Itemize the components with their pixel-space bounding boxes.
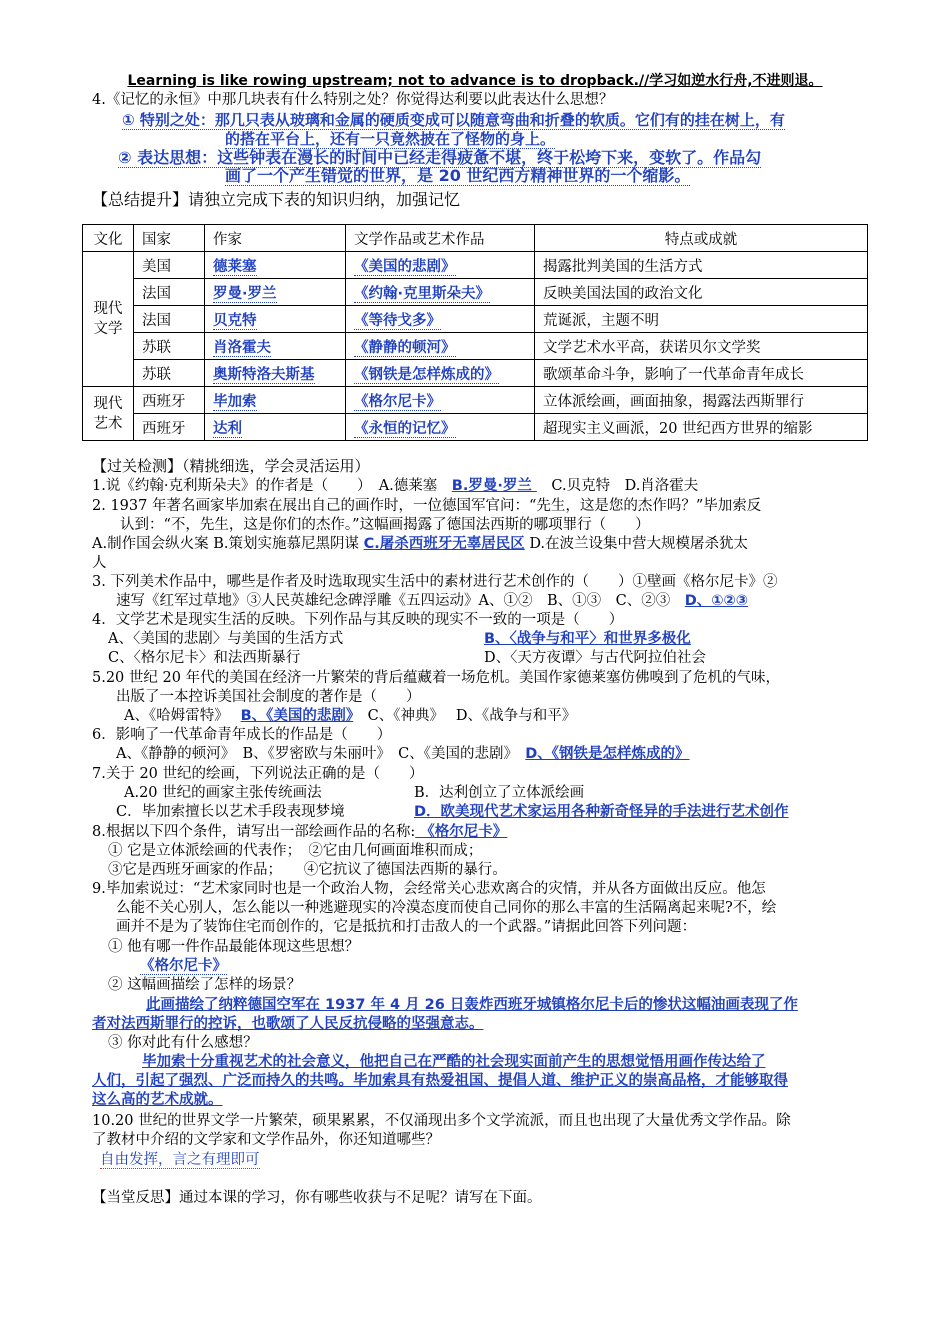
q9-answer2-line1: 此画描绘了纳粹德国空军在 1937 年 4 月 26 日轰炸西班牙城镇格尔尼卡后的惨状这幅油画表现了作 (146, 997, 798, 1013)
q2-line4: 人 (92, 555, 107, 571)
q8-line2: ① 它是立体派绘画的代表作； ②它由几何画面堆积而成； (108, 843, 483, 859)
country-cell: 法国 (134, 306, 205, 333)
q9-line2: 么能不关心别人，怎么能以一种逃避现实的冷漠态度而使自己同你的那么丰富的生活隔离起来呢?不，绘 (116, 900, 777, 916)
country-cell: 苏联 (134, 333, 205, 360)
work-cell: 《永恒的记忆》 (354, 420, 456, 437)
header-work: 文学作品或艺术作品 (346, 225, 535, 252)
country-cell: 西班牙 (134, 414, 205, 441)
q10-answer: 自由发挥，言之有理即可 (100, 1152, 260, 1168)
work-cell: 《钢铁是怎样炼成的》 (354, 366, 499, 383)
q4-answer1-line2: 的搭在平台上，还有一只竟然披在了怪物的身上。 (225, 130, 556, 148)
q7-line1: 7.关于 20 世纪的绘画，下列说法正确的是（ ） (92, 766, 424, 782)
q9-answer1: 《格尔尼卡》 (140, 958, 227, 974)
q10-line1: 10.20 世纪的世界文学一片繁荣，硕果累累，不仅涌现出多个文学流派，而且也出现了大量优秀文学作品。除 (92, 1113, 791, 1129)
q4b-answer: B、〈战争与和平〉和世界多极化 (484, 631, 691, 647)
page-header-motto: Learning is like rowing upstream; not to advance is to dropback.//学习如逆水行舟,不进则退。 (127, 73, 823, 89)
check-title: 【过关检测】（精挑细选，学会灵活运用） (92, 457, 370, 475)
q5-line1: 5.20 世纪 20 年代的美国在经济一片繁荣的背后蕴藏着一场危机。美国作家德莱塞仿佛嗅到了危机的气味， (92, 670, 781, 686)
q9-answer3-line2: 人们，引起了强烈、广泛而持久的共鸣。毕加索具有热爱祖国、提倡人道、维护正义的崇高品格，才能够取得 (92, 1073, 788, 1089)
header-author: 作家 (205, 225, 346, 252)
q2-answer: C.屠杀西班牙无辜居民区 (363, 536, 525, 552)
q9-sub1: ① 他有哪一件作品最能体现这些思想？ (108, 939, 360, 955)
country-cell: 法国 (134, 279, 205, 306)
feature-cell: 超现实主义画派，20 世纪西方世界的缩影 (535, 414, 868, 441)
table-row (83, 306, 868, 333)
summary-title: 【总结提升】请独立完成下表的知识归纳，加强记忆 (92, 190, 461, 209)
group-modern-literature: 现代文学 (83, 252, 134, 387)
q3-line1: 3. 下列美术作品中，哪些是作者及时选取现实生活中的素材进行艺术创作的（ ）①壁画《格尔尼卡》② (92, 574, 778, 590)
q5-options: A、《哈姆雷特》 B、《美国的悲剧》 C、《神典》 D、《战争与和平》 (124, 708, 577, 724)
q4-answer2-line2: 画了一个产生错觉的世界，是 20 世纪西方精神世界的一个缩影。 (225, 166, 691, 185)
q9-answer3-line1: 毕加索十分重视艺术的社会意义，他把自己在严酷的社会现实面前产生的思想觉悟用画作传达给了 (142, 1054, 766, 1070)
country-cell: 美国 (134, 252, 205, 279)
q3-answer: D、①②③ (684, 593, 749, 609)
q7-option-c: C．毕加索擅长以艺术手段表现梦境 (116, 804, 345, 820)
header-feature: 特点或成就 (535, 225, 868, 252)
work-cell: 《约翰·克里斯朵夫》 (354, 285, 491, 302)
q4-question: 4.《记忆的永恒》中那几块表有什么特别之处？你觉得达利要以此表达什么思想？ (92, 92, 614, 108)
q7-option-b: B．达利创立了立体派绘画 (414, 785, 585, 801)
q1: 1.说《约翰·克利斯朵夫》的作者是（ ） A.德莱塞 B.罗曼·罗兰 C.贝克特 D.肖洛霍夫 (92, 478, 699, 494)
knowledge-summary-table (82, 224, 868, 441)
feature-cell: 歌颂革命斗争，影响了一代革命青年成长 (535, 360, 868, 387)
work-cell: 《格尔尼卡》 (354, 393, 441, 410)
q6-answer: D、《钢铁是怎样炼成的》 (525, 746, 690, 762)
author-cell: 奥斯特洛夫斯基 (213, 366, 315, 383)
q9-answer2-line2: 者对法西斯罪行的控诉，也歌颂了人民反抗侵略的坚强意志。 (92, 1016, 484, 1032)
feature-cell: 揭露批判美国的生活方式 (535, 252, 868, 279)
work-cell: 《等待戈多》 (354, 312, 441, 329)
feature-cell: 文学艺术水平高，获诺贝尔文学奖 (535, 333, 868, 360)
author-cell: 德莱塞 (213, 258, 257, 275)
table-row (83, 414, 868, 441)
q6-line1: 6．影响了一代革命青年成长的作品是（ ） (92, 727, 392, 743)
q8-answer: 《格尔尼卡》 (415, 824, 508, 840)
author-cell: 肖洛霍夫 (213, 339, 271, 356)
table-row (83, 333, 868, 360)
q8-line1: 8.根据以下四个条件，请写出一部绘画作品的名称: 《格尔尼卡》 (92, 824, 508, 840)
author-cell: 达利 (213, 420, 242, 437)
q4b-line1: 4．文学艺术是现实生活的反映。下列作品与其反映的现实不一致的一项是（ ） (92, 612, 624, 628)
q8-line3: ③它是西班牙画家的作品； ④它抗议了德国法西斯的暴行。 (108, 862, 507, 878)
header-country: 国家 (134, 225, 205, 252)
q4-answer2-line1: ② 表达思想：这些钟表在漫长的时间中已经走得疲惫不堪，终于松垮下来，变软了。作品勾 (118, 148, 762, 167)
q4b-option-a: A、〈美国的悲剧〉与美国的生活方式 (108, 631, 344, 647)
q2-line3: A.制作国会纵火案 B.策划实施慕尼黑阴谋 C.屠杀西班牙无辜居民区 D.在波兰设集中营大规模屠杀犹太 (92, 536, 749, 552)
q4b-option-d: D、〈天方夜谭〉与古代阿拉伯社会 (484, 650, 706, 666)
header-culture: 文化 (83, 225, 134, 252)
q9-sub2: ② 这幅画描绘了怎样的场景？ (108, 977, 302, 993)
feature-cell: 反映美国法国的政治文化 (535, 279, 868, 306)
q9-line3: 画并不是为了装饰住宅而创作的，它是抵抗和打击敌人的一个武器。”请据此回答下列问题： (116, 919, 697, 935)
q4b-option-c: C、〈格尔尼卡〉和法西斯暴行 (108, 650, 301, 666)
table-row (83, 279, 868, 306)
country-cell: 苏联 (134, 360, 205, 387)
feature-cell: 立体派绘画，画面抽象，揭露法西斯罪行 (535, 387, 868, 414)
table-row (83, 387, 868, 414)
q2-line2: 认到：“不，先生，这是你们的杰作。”这幅画揭露了德国法西斯的哪项罪行（ ） (120, 517, 650, 533)
q5-line2: 出版了一本控诉美国社会制度的著作是（ ） (116, 689, 421, 705)
q6-options: A、《静静的顿河》 B、《罗密欧与朱丽叶》 C、《美国的悲剧》 D、《钢铁是怎样炼成的》 (116, 746, 690, 762)
q2-line1: 2. 1937 年著名画家毕加索在展出自己的画作时，一位德国军官问：“先生，这是您的杰作吗？”毕加索反 (92, 498, 762, 514)
q9-line1: 9.毕加索说过：“艺术家同时也是一个政治人物，会经常关心悲欢离合的灾情，并从各方面做出反应。他怎 (92, 881, 766, 897)
q3-line2: 速写《红军过草地》③人民英雄纪念碑浮雕《五四运动》A、①② B、①③ C、②③ D、①②③ (116, 593, 749, 609)
reflection-prompt: 【当堂反思】通过本课的学习，你有哪些收获与不足呢？请写在下面。 (92, 1190, 542, 1206)
table-header-row (83, 225, 868, 252)
q7-option-a: A.20 世纪的画家主张传统画法 (124, 785, 322, 801)
q1-answer: B.罗曼·罗兰 (451, 478, 537, 494)
q9-answer3-line3: 这么高的艺术成就。 (92, 1092, 223, 1108)
feature-cell: 荒诞派，主题不明 (535, 306, 868, 333)
q10-line2: 了教材中介绍的文学家和文学作品外，你还知道哪些？ (92, 1132, 440, 1148)
author-cell: 罗曼·罗兰 (213, 285, 277, 302)
country-cell: 西班牙 (134, 387, 205, 414)
work-cell: 《静静的顿河》 (354, 339, 456, 356)
q7-answer: D．欧美现代艺术家运用各种新奇怪异的手法进行艺术创作 (414, 804, 789, 820)
author-cell: 毕加索 (213, 393, 257, 410)
work-cell: 《美国的悲剧》 (354, 258, 456, 275)
q5-answer: B、《美国的悲剧》 (240, 708, 354, 724)
group-modern-art: 现代艺术 (83, 387, 134, 441)
table-row (83, 252, 868, 279)
q4-answer1-line1: ① 特别之处：那几只表从玻璃和金属的硬质变成可以随意弯曲和折叠的软质。它们有的挂在树上，有 (122, 111, 785, 129)
table-row (83, 360, 868, 387)
q9-sub3: ③ 你对此有什么感想？ (108, 1035, 258, 1051)
author-cell: 贝克特 (213, 312, 257, 329)
